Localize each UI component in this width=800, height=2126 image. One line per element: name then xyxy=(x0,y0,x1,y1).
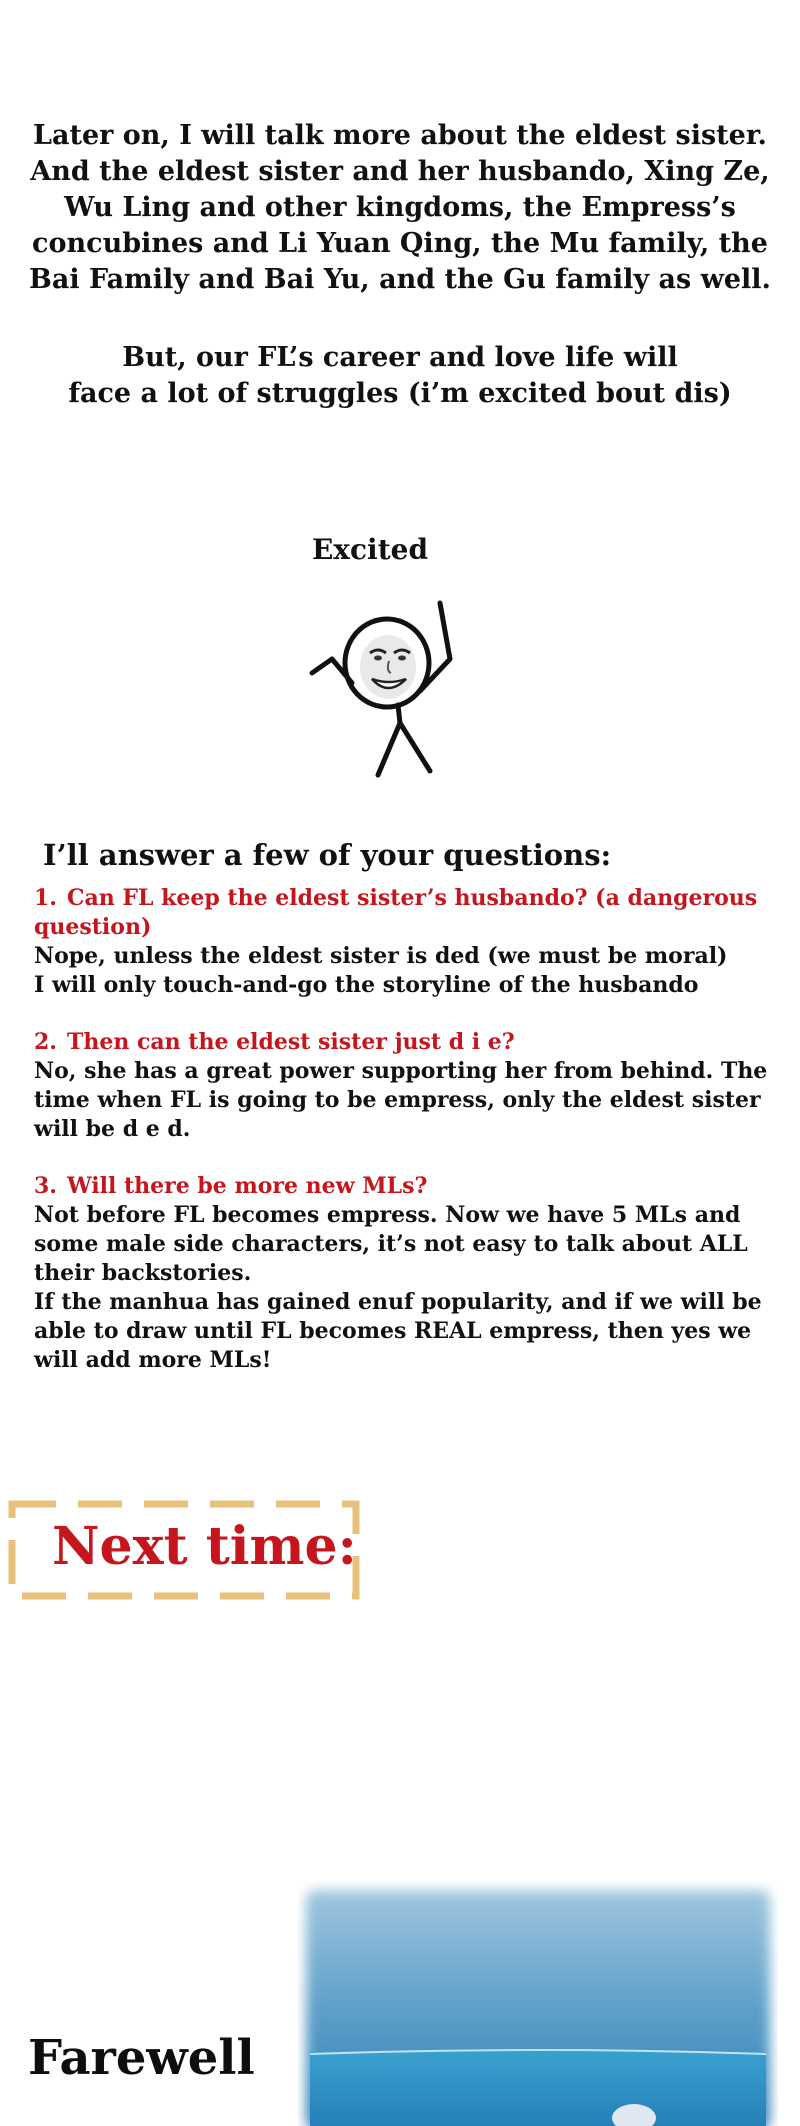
intro-line: And the eldest sister and her husbando, Xing Ze, xyxy=(30,156,770,187)
intro-line: face a lot of struggles (i’m excited bout dis) xyxy=(68,378,732,409)
intro-line: Wu Ling and other kingdoms, the Empress’s xyxy=(64,192,736,223)
excited-stick-figure-meme-icon xyxy=(300,595,500,785)
qa-item-2 xyxy=(34,1028,774,1144)
qa-item-1 xyxy=(34,884,774,1000)
qa-heading: I’ll answer a few of your questions: xyxy=(43,838,612,872)
question-number: 1. xyxy=(34,885,57,911)
excited-label: Excited xyxy=(311,533,429,566)
answer-line: No, she has a great power supporting her from behind. The time when FL is going to be empress, only the eldest sister will be d e d. xyxy=(34,1058,768,1142)
question-text: Will there be more new MLs? xyxy=(66,1173,428,1199)
question-number: 3. xyxy=(34,1173,57,1199)
question xyxy=(34,1028,774,1057)
question-text: Can FL keep the eldest sister’s husbando? (a dangerous question) xyxy=(34,885,758,940)
answer-line: If the manhua has gained enuf popularity, and if we will be able to draw until FL becomes REAL empress, then yes we will add more MLs! xyxy=(34,1289,762,1373)
question-number: 2. xyxy=(34,1029,57,1055)
answer-line: Nope, unless the eldest sister is ded (we must be moral) xyxy=(34,943,728,969)
question xyxy=(34,884,774,942)
qa-item-3 xyxy=(34,1172,774,1375)
sea-scene-illustration xyxy=(298,1882,778,2126)
answer-line: I will only touch-and-go the storyline of the husbando xyxy=(34,972,699,998)
question-text: Then can the eldest sister just d i e? xyxy=(66,1029,515,1055)
answer-line: Not before FL becomes empress. Now we have 5 MLs and some male side characters, it’s not easy to talk about ALL their backstories. xyxy=(34,1202,748,1286)
intro-text xyxy=(10,118,790,412)
intro-line: Bai Family and Bai Yu, and the Gu family as well. xyxy=(29,264,771,295)
farewell-label: Farewell xyxy=(28,2030,255,2086)
intro-line: But, our FL’s career and love life will xyxy=(122,342,678,373)
question xyxy=(34,1172,774,1201)
intro-line: concubines and Li Yuan Qing, the Mu family, the xyxy=(32,228,768,259)
intro-line: Later on, I will talk more about the eldest sister. xyxy=(33,120,767,151)
next-time-label: Next time: xyxy=(52,1516,357,1577)
